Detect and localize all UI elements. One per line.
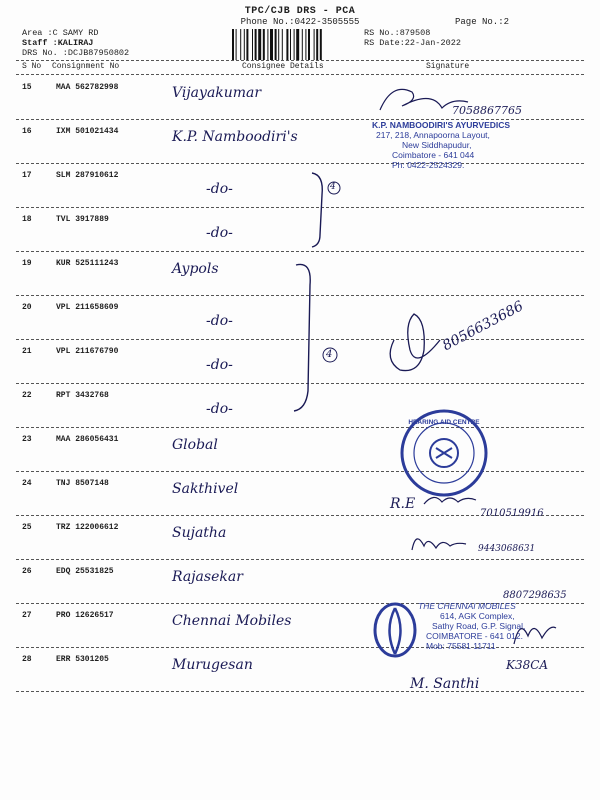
col-consignee: Consignee Details [242, 62, 324, 71]
row-consignee: K.P. Namboodiri's [172, 129, 298, 145]
barcode-bar [296, 29, 299, 60]
row-consignment: TNJ 8507148 [56, 479, 109, 488]
row-consignee: -do- [206, 313, 233, 329]
stamp-namboodiri-line3: Coimbatore - 641 044 [392, 150, 475, 160]
barcode-bar [252, 29, 253, 60]
stamp-namboodiri-line2: New Siddhapudur, [402, 140, 472, 150]
row-consignment: VPL 211676790 [56, 347, 119, 356]
row-consignment: ERR 5301205 [56, 655, 109, 664]
row-consignment: EDQ 25531825 [56, 567, 114, 576]
row-consignment: PRO 12626517 [56, 611, 114, 620]
signature-number-2: 8056633686 [440, 298, 527, 355]
row-consignee: Aypols [172, 261, 219, 277]
signature-number-4: 9443068631 [478, 544, 536, 554]
row-consignment: IXM 501021434 [56, 127, 119, 136]
row-consignment: RPT 3432768 [56, 391, 109, 400]
header-divider-bottom [16, 74, 584, 75]
signature-code-6: K38CA [506, 658, 549, 672]
row-sno: 18 [22, 215, 32, 224]
row-sno: 21 [22, 347, 32, 356]
group-brackets [290, 165, 350, 415]
page-number: Page No.:2 [455, 17, 510, 27]
phone-number: Phone No.:0422-3505555 [240, 17, 360, 27]
col-consignment: Consignment No [52, 62, 120, 71]
signature-number-1: 7058867765 [452, 104, 522, 117]
row-sno: 16 [22, 127, 32, 136]
signature-text-6: M. Santhi [410, 676, 480, 692]
col-sno: S No [22, 62, 42, 71]
row-consignment: TRZ 122006612 [56, 523, 119, 532]
barcode-bar [320, 29, 322, 60]
rs-number: RS No.:879508 [364, 28, 431, 38]
row-divider [16, 427, 584, 428]
header-left-block [22, 28, 129, 58]
staff-label: Staff :KALIRAJ [22, 38, 94, 48]
row-sno: 23 [22, 435, 32, 444]
group2-count: 4 [326, 349, 333, 360]
row-consignee: Murugesan [172, 657, 253, 673]
row-divider [16, 691, 584, 692]
barcode-bar [236, 29, 237, 60]
stamp-namboodiri-name: K.P. NAMBOODIRI'S AYURVEDICS [372, 120, 511, 130]
row-consignment: KUR 525111243 [56, 259, 119, 268]
row-consignee: Chennai Mobiles [172, 613, 292, 629]
row-consignee: Global [172, 437, 218, 453]
barcode-bar [246, 29, 248, 60]
row-sno: 15 [22, 83, 32, 92]
barcode [232, 29, 360, 60]
header-divider-top [16, 60, 584, 61]
row-sno: 27 [22, 611, 32, 620]
row-sno: 28 [22, 655, 32, 664]
stamp-hearing-aid-text: HEARING AID CENTRE [408, 419, 480, 426]
col-signature: Signature [426, 62, 470, 71]
barcode-bar [290, 29, 291, 60]
stamp-chennai-line2: Sathy Road, G.P. Signal, [432, 621, 526, 631]
row-sno: 25 [22, 523, 32, 532]
row-sno: 19 [22, 259, 32, 268]
signature-scribble-4 [406, 528, 476, 556]
row-consignee: Sakthivel [172, 481, 239, 497]
row-consignee: Sujatha [172, 525, 227, 541]
row-consignee: -do- [206, 181, 233, 197]
bracket-2 [294, 264, 310, 411]
row-consignee: Vijayakumar [172, 85, 262, 101]
document-title: TPC/CJB DRS - PCA [244, 6, 356, 17]
row-consignee: -do- [206, 225, 233, 241]
drs-number: DRS No. :DCJB87950802 [22, 48, 130, 58]
row-sno: 26 [22, 567, 32, 576]
area-label: Area :C SAMY RD [22, 28, 99, 38]
barcode-bar [270, 29, 273, 60]
row-sno: 22 [22, 391, 32, 400]
barcode-bar [263, 29, 265, 60]
stamp-namboodiri-line1: 217, 218, Annapoorna Layout, [376, 130, 490, 140]
barcode-bar [316, 29, 318, 60]
signature-text-3: R.E [390, 496, 416, 512]
row-sno: 17 [22, 171, 32, 180]
barcode-bar [302, 29, 303, 60]
barcode-bar [305, 29, 306, 60]
signature-scribble-3 [420, 490, 480, 510]
barcode-bar [244, 29, 245, 60]
barcode-bar [314, 29, 315, 60]
row-divider [16, 559, 584, 560]
row-sno: 24 [22, 479, 32, 488]
row-consignment: MAA 286056431 [56, 435, 119, 444]
row-consignee: Rajasekar [172, 569, 243, 585]
barcode-bar [255, 29, 257, 60]
stamp-chennai-line3: COIMBATORE - 641 012. [426, 631, 523, 641]
group1-count: 4 [330, 182, 336, 192]
rs-date: RS Date:22-Jan-2022 [364, 38, 461, 48]
row-consignment: SLM 287910612 [56, 171, 119, 180]
barcode-bar [294, 29, 295, 60]
row-consignment: TVL 3917889 [56, 215, 109, 224]
row-consignee: -do- [206, 357, 233, 373]
barcode-bar [286, 29, 288, 60]
bracket-1 [312, 173, 322, 247]
signature-number-5: 8807298635 [503, 590, 567, 601]
stamp-chennai-name: THE CHENNAI MOBILES [418, 601, 516, 611]
row-divider [16, 471, 584, 472]
row-consignment: MAA 562782998 [56, 83, 119, 92]
row-sno: 20 [22, 303, 32, 312]
stamp-namboodiri-line4: Ph: 0422-2524329. [392, 160, 465, 170]
barcode-bar [258, 29, 261, 60]
row-consignment: VPL 211658609 [56, 303, 119, 312]
barcode-bar [240, 29, 241, 60]
stamp-namboodiri [372, 120, 542, 170]
signature-scribble-5 [510, 614, 560, 650]
barcode-bar [275, 29, 277, 60]
stamp-chennai-line4: Mob: 75581 11711 [426, 641, 496, 651]
stamp-chennai-line1: 614, AGK Complex, [440, 611, 515, 621]
barcode-bar [282, 29, 283, 60]
signature-number-3: 7010519916 [480, 508, 544, 519]
barcode-bar [278, 29, 279, 60]
barcode-bar [308, 29, 310, 60]
rs-block [364, 28, 461, 48]
barcode-bar [267, 29, 268, 60]
barcode-bar [232, 29, 234, 60]
chennai-mobiles-logo [370, 600, 420, 660]
row-consignee: -do- [206, 401, 233, 417]
